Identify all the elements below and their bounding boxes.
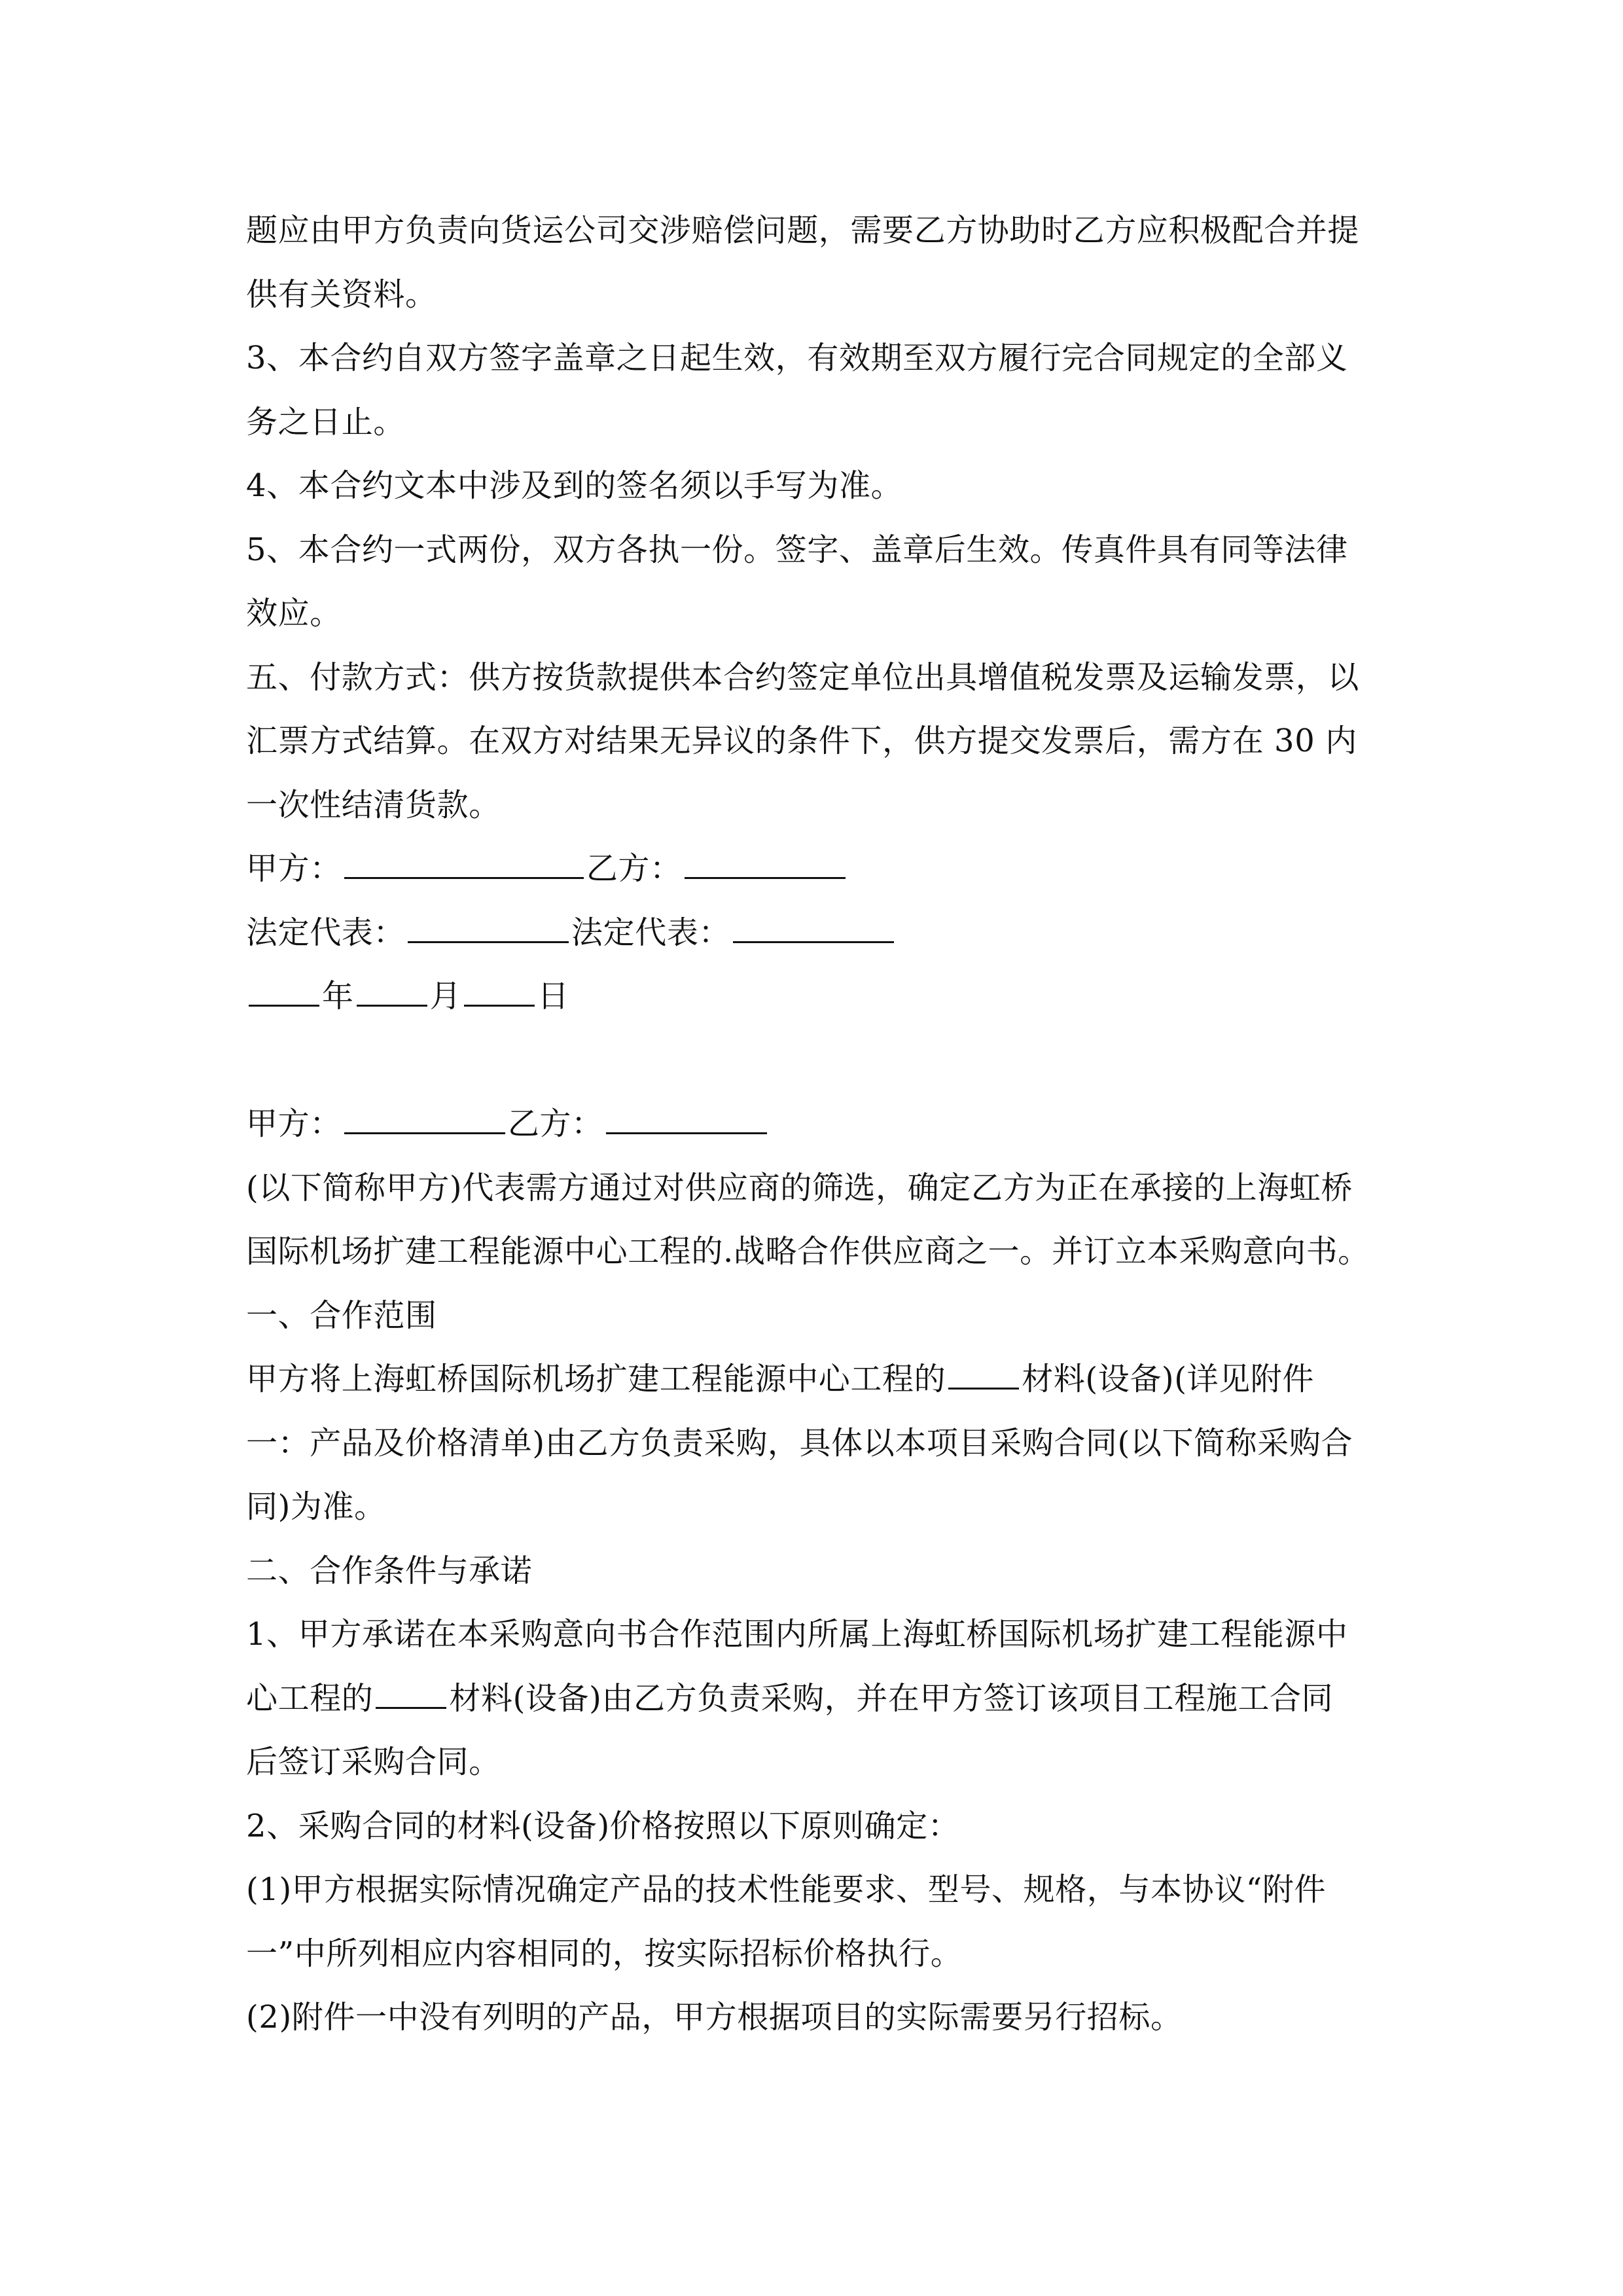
cond-text-after: 材料(设备)由乙方负责采购，并在甲方签订该项目工程施工合同 [449,1679,1334,1717]
scope-text-before: 甲方将上海虹桥国际机场扩建工程能源中心工程的 [246,1361,946,1397]
text-line: (1)甲方根据实际情况确定产品的技术性能要求、型号、规格，与本协议“附件 [246,1871,1327,1908]
party-b-label: 乙方： [507,1105,603,1142]
day-label: 日 [537,978,569,1014]
text-line: (以下简称甲方)代表需方通过对供应商的筛选，确定乙方为正在承接的上海虹桥 [246,1169,1353,1206]
text-line: 1、甲方承诺在本采购意向书合作范围内所属上海虹桥国际机场扩建工程能源中 [246,1616,1348,1653]
signature-rep-line [246,901,1398,965]
text-line: 务之日止。 [246,403,406,440]
signature-party-line [246,837,1398,901]
text-line: 一”中所列相应内容相同的，按实际招标价格执行。 [246,1935,963,1972]
rep-a-label: 法定代表： [246,914,406,951]
text-line: 3、本合约自双方签字盖章之日起生效，有效期至双方履行完合同规定的全部义 [246,340,1348,376]
rep-b-blank [733,912,894,943]
text-line: 一次性结清货款。 [246,786,501,823]
party-b-label: 乙方： [586,850,682,887]
year-blank [249,976,319,1007]
party-a-blank [344,848,584,879]
text-line: 汇票方式结算。在双方对结果无异议的条件下，供方提交发票后，需方在 30 内 [246,723,1357,759]
rep-b-label: 法定代表： [571,914,731,951]
signature-date-line [246,965,1398,1029]
scope-line [246,1348,1398,1412]
text-line: 2、采购合同的材料(设备)价格按照以下原则确定： [246,1807,960,1844]
text-line: 供有关资料。 [246,276,437,313]
blank-spacer [246,1029,1398,1093]
material-blank [948,1359,1019,1390]
text-line: 效应。 [246,595,342,632]
party-b-blank [685,848,846,879]
rep-a-blank [408,912,569,943]
material-blank [376,1678,446,1709]
month-blank [357,976,427,1007]
text-line: 4、本合约文本中涉及到的签名须以手写为准。 [246,467,903,504]
party-a-blank [344,1103,505,1134]
year-label: 年 [322,978,354,1014]
section-heading: 二、合作条件与承诺 [246,1552,533,1589]
day-blank [464,976,535,1007]
party-a-label: 甲方： [246,850,342,887]
text-line: 一：产品及价格清单)由乙方负责采购，具体以本项目采购合同(以下简称采购合 [246,1424,1353,1462]
document-body [246,199,1398,2050]
month-label: 月 [429,978,462,1014]
text-line: 题应由甲方负责向货运公司交涉赔偿问题，需要乙方协助时乙方应积极配合并提 [246,212,1360,249]
signature-party-line-2 [246,1092,1398,1157]
text-line: (2)附件一中没有列明的产品，甲方根据项目的实际需要另行招标。 [246,1999,1183,2036]
condition-line [246,1667,1398,1731]
cond-text-before: 心工程的 [246,1679,374,1717]
party-b-blank [606,1103,767,1134]
section-heading: 一、合作范围 [246,1297,437,1334]
text-line: 五、付款方式：供方按货款提供本合约签定单位出具增值税发票及运输发票，以 [246,658,1360,696]
party-a-label: 甲方： [246,1105,342,1142]
text-line: 国际机场扩建工程能源中心工程的.战略合作供应商之一。并订立本采购意向书。 [246,1233,1370,1270]
text-line: 同)为准。 [246,1488,386,1525]
text-line: 5、本合约一式两份，双方各执一份。签字、盖章后生效。传真件具有同等法律 [246,531,1348,568]
scope-text-after: 材料(设备)(详见附件 [1022,1361,1314,1397]
text-line: 后签订采购合同。 [246,1744,501,1780]
